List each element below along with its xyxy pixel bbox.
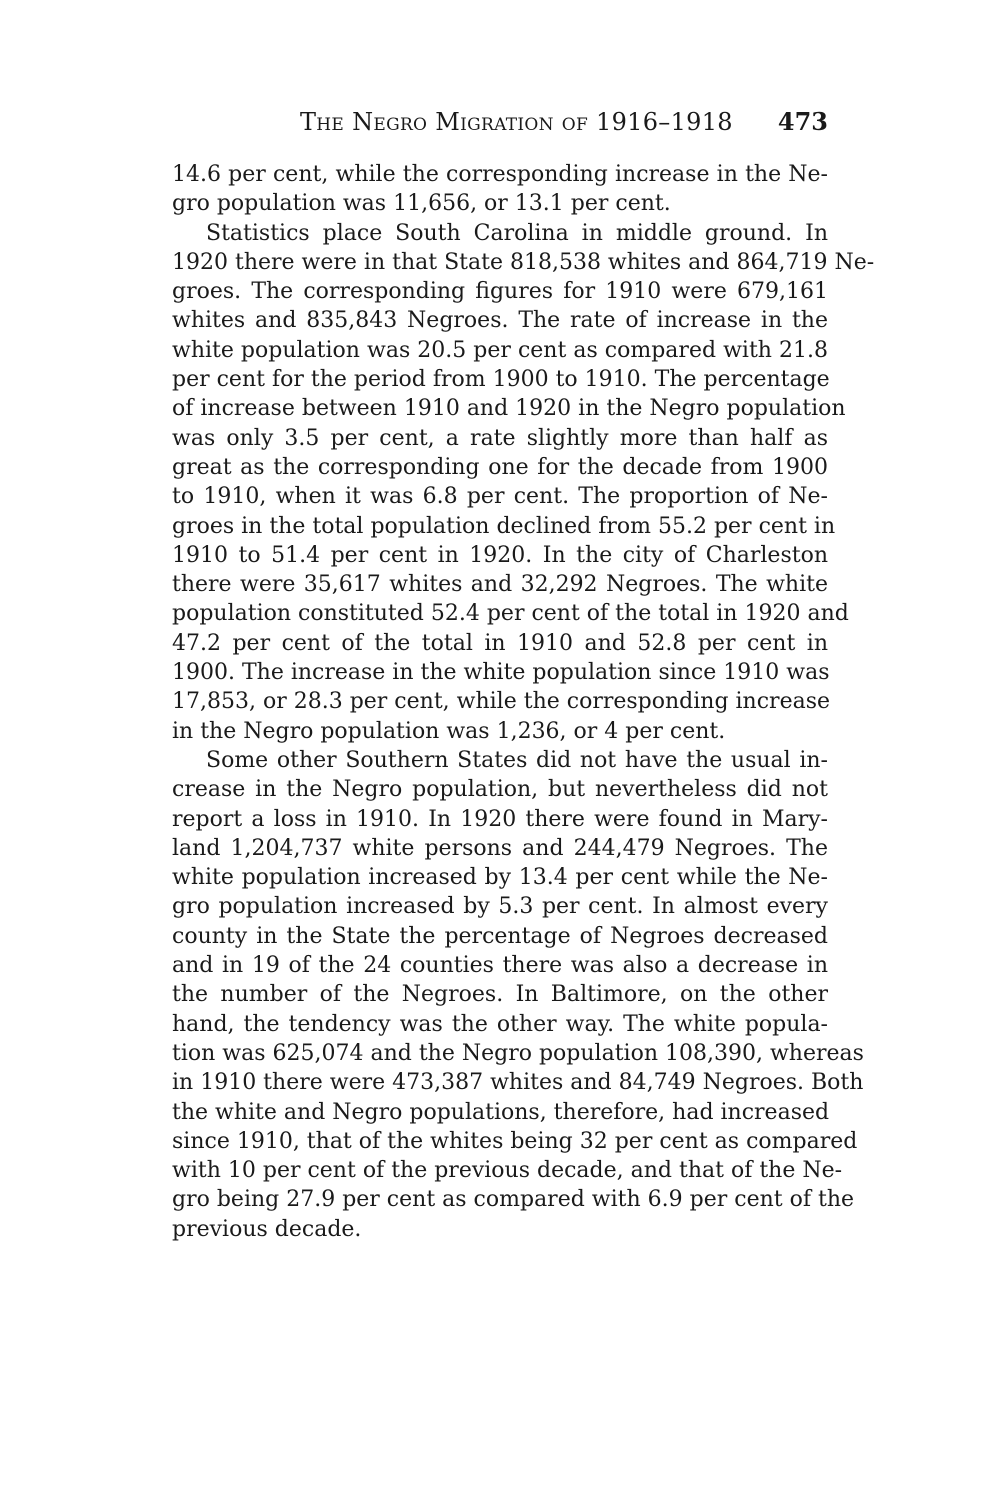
text-line: the number of the Negroes. In Baltimore, on the other: [172, 982, 828, 1008]
text-line: in 1910 there were 473,387 whites and 84,749 Negroes. Both: [172, 1070, 864, 1096]
running-head-title: The Negro Migration of 1916–1918: [300, 108, 733, 136]
text-line: 17,853, or 28.3 per cent, while the corresponding increase: [172, 689, 831, 715]
text-line: with 10 per cent of the previous decade, and that of the Ne-: [172, 1158, 843, 1184]
text-line: 47.2 per cent of the total in 1910 and 52.8 per cent in: [172, 630, 828, 656]
text-line: gro population increased by 5.3 per cent. In almost every: [172, 894, 828, 920]
text-line: of increase between 1910 and 1920 in the Negro population: [172, 396, 846, 422]
text-line: white population was 20.5 per cent as compared with 21.8: [172, 337, 828, 363]
text-line: population constituted 52.4 per cent of the total in 1920 and: [172, 601, 849, 627]
text-line: and in 19 of the 24 counties there was also a decrease in: [172, 953, 828, 979]
text-line: groes in the total population declined from 55.2 per cent in: [172, 513, 836, 539]
text-line: 1920 there were in that State 818,538 whites and 864,719 Ne-: [172, 249, 875, 275]
text-line: the white and Negro populations, therefore, had increased: [172, 1099, 830, 1125]
text-line: per cent for the period from 1900 to 1910. The percentage: [172, 367, 830, 393]
text-line: county in the State the percentage of Negroes decreased: [172, 923, 828, 949]
text-line: Statistics place South Carolina in middle ground. In: [206, 220, 828, 246]
text-line: Some other Southern States did not have the usual in-: [206, 747, 828, 773]
text-line: 1910 to 51.4 per cent in 1920. In the city of Charleston: [172, 542, 828, 568]
text-line: previous decade.: [172, 1216, 362, 1242]
text-line: hand, the tendency was the other way. The white popula-: [172, 1011, 828, 1037]
text-line: land 1,204,737 white persons and 244,479 Negroes. The: [172, 835, 828, 861]
text-line: to 1910, when it was 6.8 per cent. The proportion of Ne-: [172, 484, 828, 510]
text-line: white population increased by 13.4 per cent while the Ne-: [172, 865, 828, 891]
text-line: report a loss in 1910. In 1920 there were found in Mary-: [172, 806, 828, 832]
page-number: 473: [777, 107, 828, 136]
text-line: gro population was 11,656, or 13.1 per cent.: [172, 191, 671, 217]
text-line: gro being 27.9 per cent as compared with 6.9 per cent of the: [172, 1187, 855, 1213]
text-line: 1900. The increase in the white population since 1910 was: [172, 660, 830, 686]
text-line: groes. The corresponding figures for 1910 were 679,161: [172, 279, 828, 305]
text-line: crease in the Negro population, but nevertheless did not: [172, 777, 828, 803]
text-line: since 1910, that of the whites being 32 per cent as compared: [172, 1128, 858, 1154]
running-head: [172, 106, 828, 138]
text-line: in the Negro population was 1,236, or 4 per cent.: [172, 718, 726, 744]
text-line: 14.6 per cent, while the corresponding increase in the Ne-: [172, 162, 828, 187]
text-line: tion was 625,074 and the Negro population 108,390, whereas: [172, 1040, 864, 1066]
text-line: was only 3.5 per cent, a rate slightly more than half as: [172, 425, 828, 451]
text-line: whites and 835,843 Negroes. The rate of increase in the: [172, 308, 828, 334]
text-line: there were 35,617 whites and 32,292 Negroes. The white: [172, 572, 828, 598]
text-line: great as the corresponding one for the decade from 1900: [172, 454, 828, 480]
body-text: [172, 160, 875, 1244]
